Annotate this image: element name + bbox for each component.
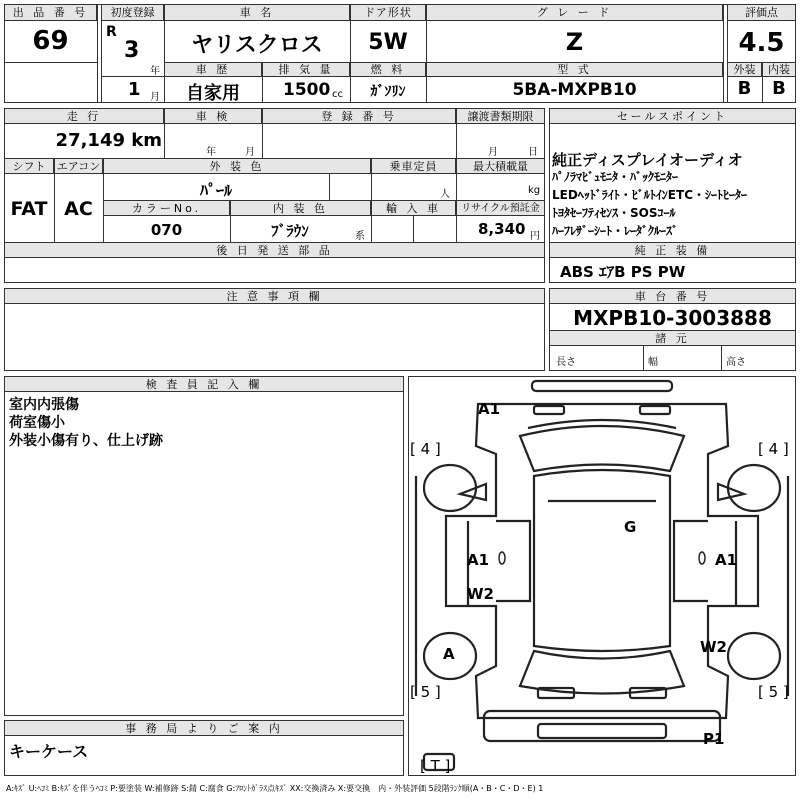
inspector-note-2: 荷室傷小 [9, 415, 65, 431]
recycle-label: リサイクル預託金 [456, 200, 545, 216]
lot-number: 69 [32, 26, 69, 56]
transfer-month-unit: 月 [488, 147, 498, 158]
damage-legend: A:ｷｽﾞ U:ﾍｺﾐ B:ｷｽﾞを伴うﾍｺﾐ P:要塗装 W:補修跡 S:錆 C:腐食 G:ﾌﾛﾝﾄｶﾞﾗｽ点ｷｽﾞ XX:交換済み X:要交換 内・外装評価 5段階ﾗﾝｸ順(A・B・C・D・E) 1 [6, 784, 544, 793]
damage-mark-rear-bumper: P1 [703, 730, 725, 748]
model-code: 5BA-MXPB10 [512, 80, 637, 100]
grade-label: グ レ ー ド [426, 4, 723, 21]
era: R [106, 24, 117, 40]
displacement-label: 排 気 量 [262, 62, 350, 77]
office-note: キーケース [9, 742, 89, 761]
interior-color: ﾌﾞﾗｳﾝ [271, 222, 309, 240]
reg-year: 3 [124, 38, 140, 63]
max-load-label: 最大積載量 [456, 158, 545, 174]
model-label: 型 式 [426, 62, 723, 77]
load-unit: kg [528, 185, 541, 196]
color-no-label: カラーNo. [103, 200, 230, 216]
capacity-label: 乗車定員 [371, 158, 456, 174]
mileage: 27,149 km [55, 130, 162, 151]
overall-score: 4.5 [738, 28, 785, 58]
interior-color-unit: 系 [355, 231, 365, 242]
later-parts-label: 後 日 発 送 部 品 [4, 242, 545, 258]
inspection-year-unit: 年 [206, 147, 216, 158]
displacement-unit: cc [332, 89, 343, 100]
transfer-day-unit: 日 [528, 147, 538, 158]
sales-point-4: ﾄﾖﾀｾｰﾌﾃｨｾﾝｽ・SOSｺｰﾙ [552, 206, 676, 220]
sales-point-5: ﾊｰﾌﾚｻﾞｰｼｰﾄ・ﾚｰﾀﾞｸﾙｰｽﾞ [552, 224, 679, 238]
month-unit: 月 [150, 92, 160, 103]
lot-label: 出 品 番 号 [4, 4, 97, 21]
damage-mark-windshield: G [624, 518, 637, 536]
door-label: ドア形状 [350, 4, 426, 21]
shift: FAT [10, 198, 48, 220]
sales-point-3: LEDﾍｯﾄﾞﾗｲﾄ・ﾋﾞﾙﾄｲﾝETC・ｼｰﾄﾋｰﾀｰ [552, 188, 747, 202]
height-label: 高さ [726, 357, 746, 368]
oem-equipment: ABS ｴｱB PS PW [560, 263, 686, 281]
notes-label: 注 意 事 項 欄 [4, 288, 545, 304]
inspector-note-1: 室内内張傷 [9, 397, 79, 413]
width-label: 幅 [648, 357, 658, 368]
capacity-unit: 人 [440, 189, 450, 200]
recycle-unit: 円 [530, 231, 540, 242]
displacement: 1500 [283, 80, 331, 100]
inspector-note-3: 外装小傷有り、仕上げ跡 [9, 433, 163, 449]
ac-label: エアコン [54, 158, 103, 174]
inspection-label: 車 検 [164, 108, 262, 124]
tire-spare: [ T ] [420, 757, 451, 775]
tire-front-right: [ 4 ] [758, 440, 789, 458]
sales-point-1: 純正ディスプレイオーディオ [552, 151, 743, 169]
grade: Z [565, 28, 584, 56]
interior-color-label: 内 装 色 [230, 200, 371, 216]
exterior-grade: B [737, 78, 752, 99]
car-name: ヤリスクロス [191, 33, 323, 58]
year-unit: 年 [150, 66, 160, 77]
import-label: 輸 入 車 [371, 200, 456, 216]
damage-mark-left-door: A1 [467, 551, 490, 569]
chassis-number: MXPB10-3003888 [573, 306, 772, 330]
first-reg-label: 初度登録 [101, 4, 164, 21]
tire-front-left: [ 4 ] [410, 440, 441, 458]
mileage-label: 走 行 [4, 108, 164, 124]
sales-points-label: セールスポイント [549, 108, 796, 124]
oem-equipment-label: 純 正 装 備 [549, 242, 796, 258]
recycle-deposit: 8,340 [478, 220, 526, 238]
color-number: 070 [150, 221, 183, 239]
damage-mark-left-rear-wheel: A [443, 645, 455, 663]
shift-label: シフト [4, 158, 54, 174]
color-label: 外 装 色 [103, 158, 371, 174]
air-conditioner: AC [64, 198, 93, 220]
score-label: 評価点 [727, 4, 796, 21]
exterior-color: ﾊﾟｰﾙ [199, 181, 232, 200]
spec-label: 諸 元 [549, 330, 796, 346]
chassis-label: 車 台 番 号 [549, 288, 796, 304]
exterior-label: 外装 [727, 62, 762, 77]
fuel: ｶﾞｿﾘﾝ [370, 84, 406, 100]
reg-month: 1 [128, 79, 141, 100]
damage-mark-right-door: A1 [715, 551, 738, 569]
inspector-label: 検 査 員 記 入 欄 [4, 376, 404, 392]
office-label: 事 務 局 よ り ご 案 内 [4, 720, 404, 736]
history: 自家用 [186, 83, 240, 104]
transfer-deadline-label: 譲渡書類期限 [456, 108, 545, 124]
inspection-month-unit: 月 [245, 147, 255, 158]
damage-mark-right-rear-quarter: W2 [700, 638, 727, 656]
damage-mark-left-rear-door: W2 [467, 585, 494, 603]
interior-grade-label: 内装 [762, 62, 796, 77]
interior-grade: B [772, 78, 786, 99]
tire-rear-right: [ 5 ] [758, 683, 789, 701]
sales-point-2: ﾊﾟﾉﾗﾏﾋﾞｭﾓﾆﾀ・ﾊﾞｯｸﾓﾆﾀｰ [552, 170, 679, 184]
car-diagram [408, 376, 796, 776]
history-label: 車 歴 [164, 62, 262, 77]
length-label: 長さ [556, 357, 576, 368]
tire-rear-left: [ 5 ] [410, 683, 441, 701]
fuel-label: 燃 料 [350, 62, 426, 77]
door-type: 5W [368, 30, 408, 55]
registration-label: 登 録 番 号 [262, 108, 456, 124]
car-name-label: 車 名 [164, 4, 350, 21]
damage-mark-front-bumper: A1 [478, 400, 501, 418]
